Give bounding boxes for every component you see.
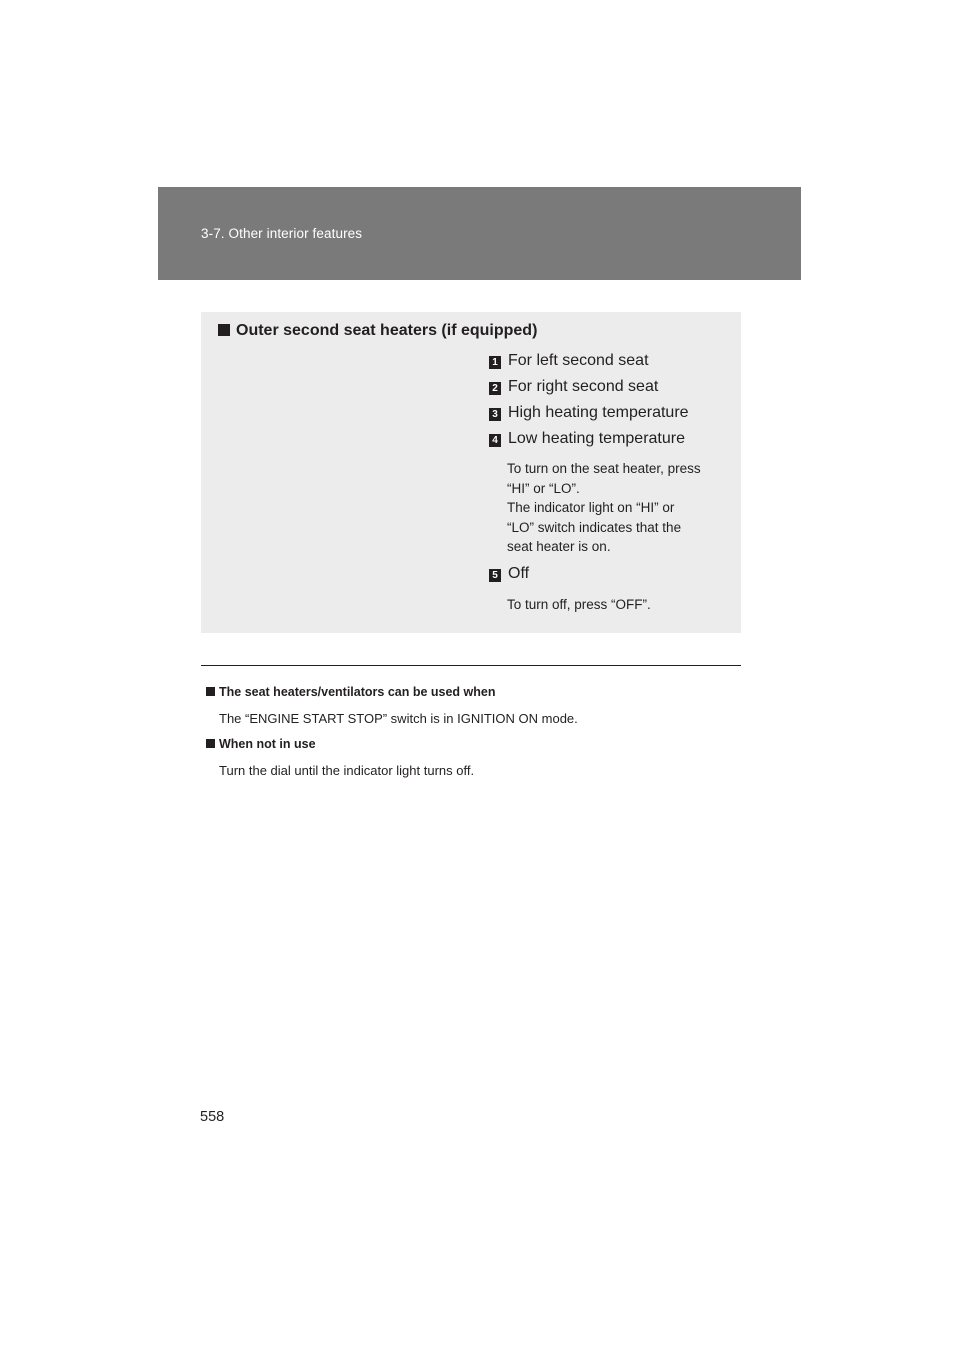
note-body-not-in-use: Turn the dial until the indicator light turns off. — [219, 763, 475, 778]
number-badge-icon: 2 — [489, 382, 501, 395]
section-divider — [201, 665, 741, 666]
item-label: For left second seat — [508, 352, 649, 369]
square-bullet-icon — [206, 687, 215, 696]
item-label: Low heating temperature — [508, 430, 685, 447]
number-badge-icon: 1 — [489, 356, 501, 369]
page-number: 558 — [200, 1109, 225, 1125]
turn-on-description — [507, 459, 718, 557]
item-label: For right second seat — [508, 378, 659, 395]
panel-title — [218, 322, 537, 340]
note-heading-text: The seat heaters/ventilators can be used when — [219, 685, 496, 699]
item-label: Off — [508, 565, 530, 582]
list-item-low-temperature — [489, 430, 685, 448]
list-item-high-temperature — [489, 404, 689, 422]
square-bullet-icon — [218, 324, 230, 336]
number-badge-icon: 3 — [489, 408, 501, 421]
list-item-right-second-seat — [489, 378, 658, 396]
list-item-off — [489, 565, 529, 583]
note-heading-usage — [206, 685, 495, 699]
description-line: seat heater is on. — [507, 539, 611, 554]
description-line: The indicator light on “HI” or — [507, 500, 675, 515]
description-line: “LO” switch indicates that the — [507, 519, 682, 535]
list-item-left-second-seat — [489, 352, 649, 370]
description-line: To turn on the seat heater, press — [507, 461, 701, 476]
number-badge-icon: 5 — [489, 569, 501, 582]
seat-heater-panel — [201, 312, 741, 633]
item-label: High heating temperature — [508, 404, 689, 421]
panel-title-text: Outer second seat heaters (if equipped) — [236, 322, 538, 339]
number-badge-icon: 4 — [489, 434, 501, 447]
section-title: 3-7. Other interior features — [201, 226, 363, 241]
note-heading-not-in-use — [206, 737, 316, 751]
note-body-usage: The “ENGINE START STOP” switch is in IGNITION ON mode. — [219, 711, 578, 726]
note-heading-text: When not in use — [219, 737, 316, 751]
description-line: “HI” or “LO”. — [507, 480, 580, 496]
turn-off-description: To turn off, press “OFF”. — [507, 597, 651, 612]
square-bullet-icon — [206, 739, 215, 748]
section-header — [158, 187, 801, 280]
